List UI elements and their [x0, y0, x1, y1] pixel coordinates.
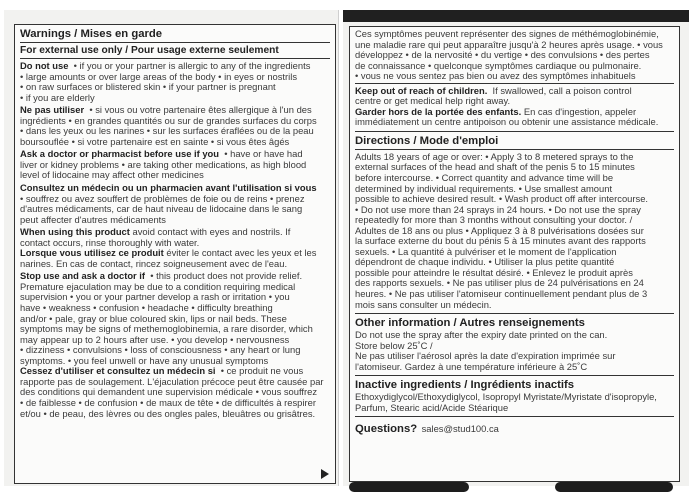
inactive-ingredients-block — [355, 392, 674, 413]
garder-heading: Garder hors de la portée des enfants. — [355, 105, 522, 117]
external-use-heading: For external use only / Pour usage externe seulement — [20, 45, 279, 56]
warnings-title: Warnings / Mises en garde — [20, 28, 163, 40]
text-line: determined by individual requirements. • Use smallest amount — [355, 182, 613, 194]
divider — [355, 375, 674, 376]
left-panel — [4, 10, 339, 486]
ne-pas-utiliser-heading: Ne pas utiliser — [20, 104, 85, 116]
can-top-edge — [343, 10, 689, 22]
text-line: centre or get medical help right away. — [355, 95, 511, 107]
keep-out-heading: Keep out of reach of children. — [355, 84, 488, 96]
questions-line — [355, 419, 674, 437]
text-line: • souffrez ou avez souffert de problèmes de foie ou de reins • prenez — [20, 192, 305, 204]
text-line: Adultes de 18 ans ou plus • Appliquez 3 à 8 pulvérisations dosées sur — [355, 224, 644, 236]
text-line: dépendront de chaque individu. • Utiliser la plus petite quantité — [355, 256, 615, 268]
text-line: heures. • Ne pas utiliser l'atomiseur continuellement pendant plus de 3 — [355, 288, 648, 300]
text-line: En cas d'ingestion, appeler — [523, 105, 637, 117]
text-line: de connaissance • quelconque symptômes cardiaque ou pulmonaire. — [355, 59, 642, 71]
text-line: Ne pas utiliser l'aérosol après la date d'expiration imprimée sur — [355, 350, 616, 362]
text-line: ingrédients • en grandes quantités ou sur de grandes surfaces du corps — [20, 114, 317, 126]
text-line: Ces symptômes peuvent représenter des signes de méthémoglobinémie, — [355, 28, 659, 39]
text-line: des rapports sexuels. • Ne pas utiliser plus de 24 pulvérisations en 24 — [355, 277, 644, 289]
text-line: possible to achieve desired result. • Wash product off after intercourse. — [355, 193, 649, 205]
text-line: boursouflée • si votre partenaire est en sainte • si vous êtes âgés — [20, 135, 290, 147]
text-line: narines. En cas de contact, rincez soigneusement avec de l'eau. — [20, 257, 288, 269]
text-line: • dans les yeux ou les narines • sur les surfaces éraflées ou de la peau — [20, 125, 314, 137]
text-line: Adults 18 years of age or over: • Apply 3 to 8 metered sprays to the — [355, 150, 634, 162]
directions-title: Directions / Mode d'emploi — [355, 134, 499, 147]
text-line: • ce produit ne vous — [220, 365, 304, 377]
text-line: d'autres médicaments, car de haut niveau de lidocaine dans le sang — [20, 203, 303, 215]
text-line: Store below 25˚C / — [355, 339, 433, 351]
divider — [355, 149, 674, 150]
text-line: • vous ne vous sentez pas bien ou avez des symptômes inhabituels — [355, 70, 636, 82]
can-bottom-edge-right — [555, 482, 673, 492]
consultez-block — [20, 183, 330, 225]
text-line: before intercourse. • Correct quantity and advance time will be — [355, 172, 614, 184]
text-line: symptoms may be signs of methemoglobinemia, a rare disorder, which — [20, 323, 313, 335]
lorsque-heading: Lorsque vous utilisez ce produit — [20, 247, 164, 259]
text-line: • si vous ou votre partenaire êtes allergique à l'un des — [89, 104, 312, 116]
ne-pas-utiliser-block — [20, 105, 330, 147]
text-line: • large amounts or over large areas of the body • in eyes or nostrils — [20, 70, 298, 82]
text-line: immédiatement un centre antipoison ou obtenir une assistance médicale. — [355, 116, 659, 128]
cessez-heading: Cessez d'utiliser et consultez un médecin si — [20, 365, 216, 377]
keep-out-block — [355, 86, 674, 128]
text-line: • Do not use more than 24 sprays in 24 hours. • Do not use the spray — [355, 203, 641, 215]
text-line: Parfum, Stearic acid/Acide Stéarique — [355, 401, 509, 413]
consultez-heading: Consultez un médecin ou un pharmacien avant l'utilisation si vous — [20, 182, 317, 194]
right-panel — [343, 10, 689, 486]
text-line: and/or • pale, gray or blue coloured skin, lips or nail beds. These — [20, 312, 287, 324]
text-line: may appear up to 2 hours after use. • you develop • nervousness — [20, 333, 290, 345]
text-line: symptoms. • you feel unwell or have any unusual symptoms — [20, 354, 269, 366]
questions-email: sales@stud100.ca — [421, 423, 499, 435]
text-line: Do not use the spray after the expiry date printed on the can. — [355, 329, 608, 341]
divider — [355, 416, 674, 417]
cessez-block — [20, 366, 330, 419]
when-using-block — [20, 227, 330, 248]
text-line: une maladie rare qui peut apparaître jusqu'à 2 heures après usage. • vous — [355, 38, 663, 50]
other-info-block — [355, 330, 674, 372]
text-line: éviter le contact avec les yeux et les — [166, 247, 317, 259]
divider — [355, 83, 674, 84]
text-line: possible pour atteindre le résultat désiré. • Enlevez le produit après — [355, 266, 633, 278]
questions-label: Questions? — [355, 423, 418, 436]
text-line: Ethoxydiglycol/Ethoxydiglycol, Isopropyl Myristate/Myristate d'isopropyle, — [355, 391, 657, 403]
text-line: level of lidocaine may affect other medicines — [20, 169, 204, 181]
text-line: contact occurs, rinse thoroughly with water. — [20, 236, 200, 248]
divider — [20, 58, 330, 59]
directions-box — [349, 26, 680, 482]
text-line: have • weakness • confusion • headache • difficulty breathing — [20, 302, 273, 314]
text-line: la surface externe du bout du pénis 5 à 15 minutes avant des rapports — [355, 235, 646, 247]
text-line: repeatedly for more than 3 months without consulting your doctor. / — [355, 214, 633, 226]
text-line: peut affecter d'autres médicaments — [20, 213, 166, 225]
lorsque-block — [20, 248, 330, 269]
can-bottom-edge-left — [349, 482, 469, 492]
do-not-use-block — [20, 61, 330, 103]
continue-arrow-icon — [321, 469, 329, 479]
text-line: • dizziness • convulsions • loss of consciousness • any heart or lung — [20, 344, 301, 356]
stop-use-block — [20, 271, 330, 366]
text-line: external surfaces of the head and shaft of the penis 5 to 15 minutes — [355, 161, 635, 173]
ask-doctor-block — [20, 149, 330, 181]
text-line: sexuels. • La quantité à pulvériser et le moment de l'application — [355, 245, 617, 257]
text-line: • if you or your partner is allergic to any of the ingredients — [73, 60, 311, 71]
divider — [355, 131, 674, 132]
when-using-heading: When using this product — [20, 226, 130, 238]
ask-doctor-heading: Ask a doctor or pharmacist before use if you — [20, 148, 220, 160]
stop-use-heading: Stop use and ask a doctor if — [20, 270, 146, 282]
do-not-use-heading: Do not use — [20, 60, 69, 71]
text-line: rapporte pas de soulagement. L'éjaculation précoce peut être causée par — [20, 375, 324, 387]
text-line: liver or kidney problems • are taking other medications, as high blood — [20, 158, 307, 170]
text-line: • de faiblesse • de confusion • de maux de tête • de difficultés à respirer — [20, 396, 316, 408]
symptoms-block — [355, 29, 674, 82]
other-info-title: Other information / Autres renseignements — [355, 317, 585, 330]
text-line: • on raw surfaces or blistered skin • if your partner is pregnant — [20, 81, 276, 93]
text-line: et/ou • de peau, des lèvres ou des ongles pales, bleuâtres ou grisâtres. — [20, 407, 316, 419]
text-line: l'atomiseur. Gardez à une température inférieure à 25˚C — [355, 360, 588, 372]
text-line: If swallowed, call a poison control — [492, 84, 632, 96]
directions-block — [355, 152, 674, 310]
text-line: des conditions qui demandent une supervision médicale • vous souffrez — [20, 386, 318, 398]
text-line: • this product does not provide relief. — [150, 270, 303, 282]
text-line: développez • de la nervosité • du vertige • des convulsions • des pertes — [355, 49, 650, 61]
text-line: • have or have had — [224, 148, 303, 160]
text-line: supervision • you or your partner develop a rash or irritation • you — [20, 291, 290, 303]
text-line: Premature ejaculation may be due to a condition requiring medical — [20, 280, 296, 292]
inactive-ingredients-title: Inactive ingredients / Ingrédients inactifs — [355, 379, 575, 392]
text-line: avoid contact with eyes and nostrils. If — [132, 226, 291, 238]
text-line: • if you are elderly — [20, 91, 95, 103]
divider — [20, 42, 330, 43]
divider — [355, 313, 674, 314]
warnings-box — [14, 24, 336, 484]
text-line: mois sans consulter un médecin. — [355, 298, 492, 310]
